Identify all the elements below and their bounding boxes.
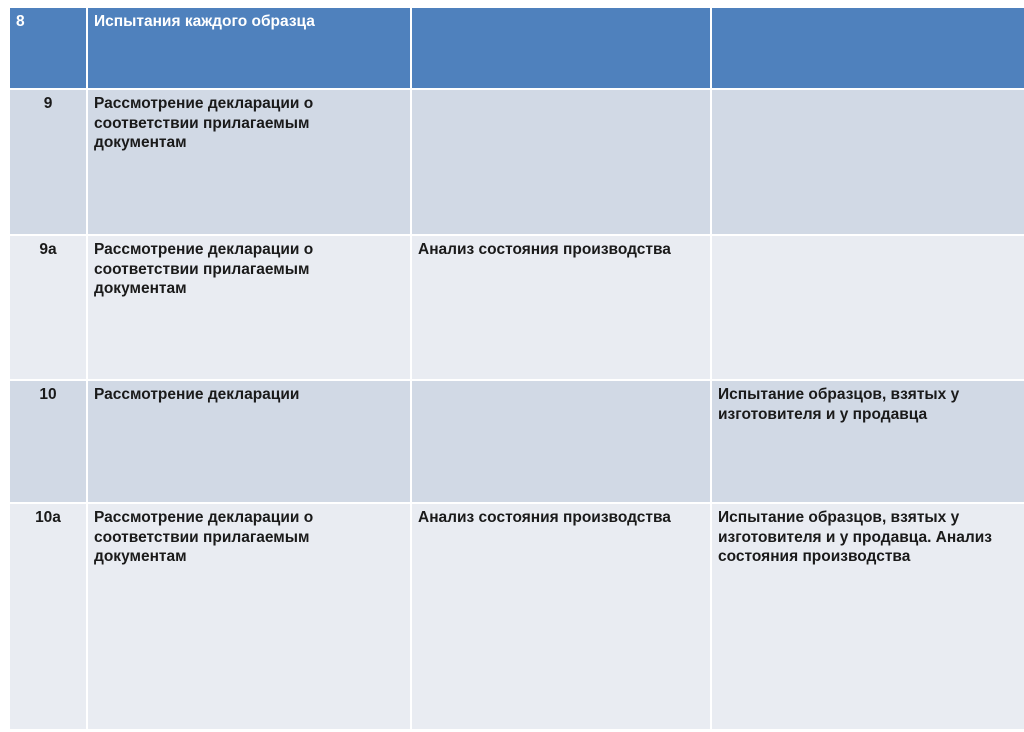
row-number: 10а xyxy=(10,504,86,729)
cell-sample-testing: Испытание образцов, взятых у изготовителя и у продавца xyxy=(712,381,1024,502)
cell-declaration: Рассмотрение декларации о соответствии прилагаемым документам xyxy=(88,236,410,379)
cell-declaration: Рассмотрение декларации о соответствии прилагаемым документам xyxy=(88,504,410,729)
row-number: 9а xyxy=(10,236,86,379)
cell-production-analysis xyxy=(412,381,710,502)
cell-production-analysis xyxy=(412,90,710,234)
row-number: 8 xyxy=(10,8,86,88)
cell-declaration: Испытания каждого образца xyxy=(88,8,410,88)
cell-production-analysis: Анализ состояния производства xyxy=(412,236,710,379)
cell-sample-testing xyxy=(712,8,1024,88)
row-number: 10 xyxy=(10,381,86,502)
cell-declaration: Рассмотрение декларации о соответствии прилагаемым документам xyxy=(88,90,410,234)
cell-sample-testing xyxy=(712,90,1024,234)
cell-sample-testing xyxy=(712,236,1024,379)
certification-schemes-table xyxy=(10,8,1024,732)
cell-production-analysis xyxy=(412,8,710,88)
cell-production-analysis: Анализ состояния производства xyxy=(412,504,710,729)
cell-sample-testing: Испытание образцов, взятых у изготовителя и у продавца. Анализ состояния производства xyxy=(712,504,1024,729)
cell-declaration: Рассмотрение декларации xyxy=(88,381,410,502)
row-number: 9 xyxy=(10,90,86,234)
